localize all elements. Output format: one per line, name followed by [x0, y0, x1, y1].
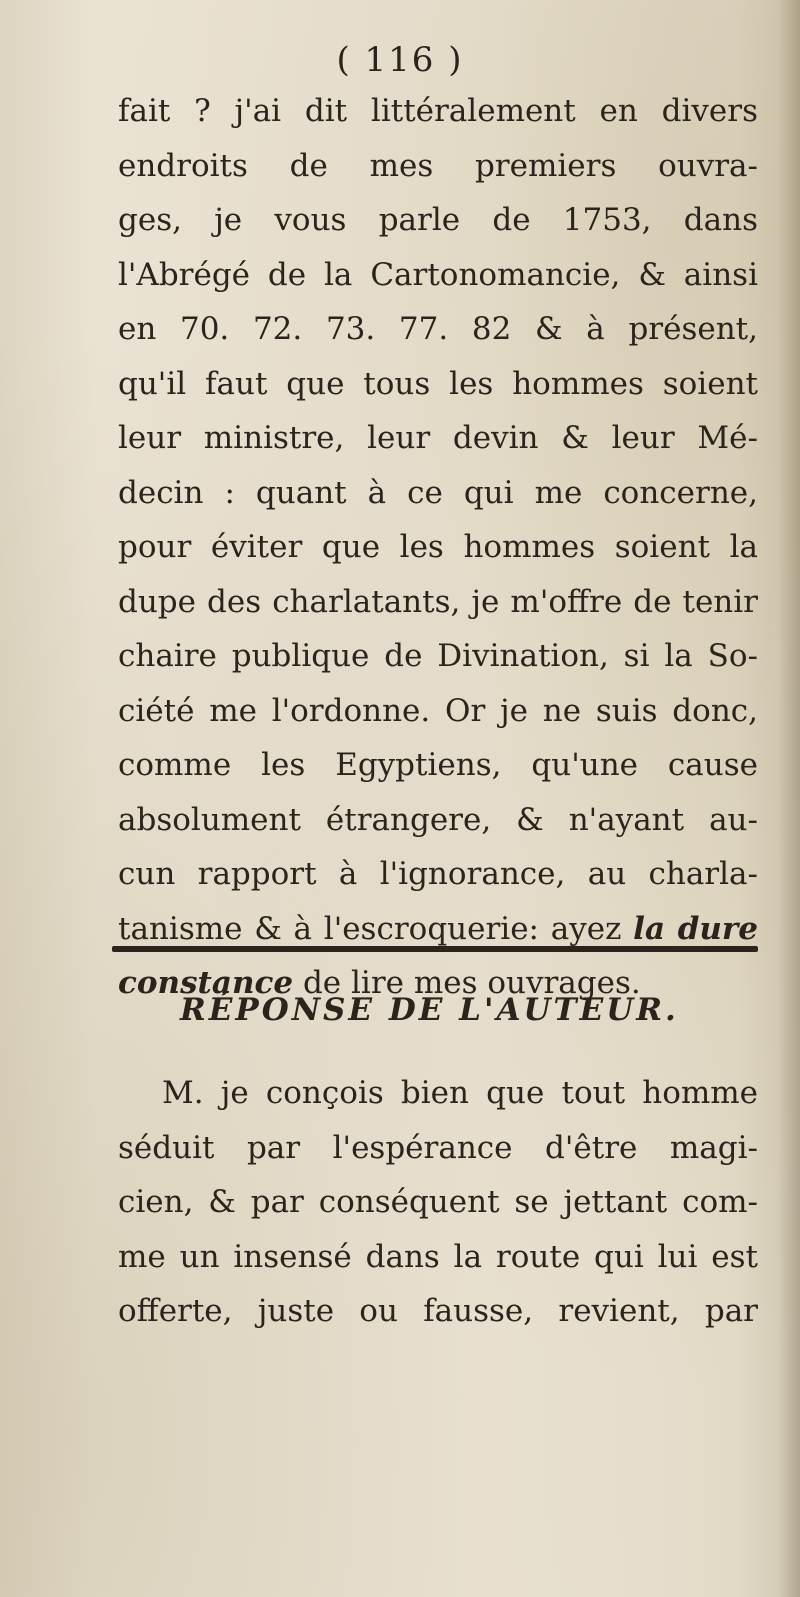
text-line: séduit par l'espérance d'être magi- — [118, 1129, 758, 1166]
text-line: l'Abrégé de la Cartonomancie, & ainsi — [118, 256, 758, 293]
text-line: ciété me l'ordonne. Or je ne suis donc, — [118, 692, 758, 729]
text-line: cun rapport à l'ignorance, au charla- — [118, 856, 758, 892]
text-line: leur ministre, leur devin & leur Mé- — [118, 420, 758, 456]
text-line: cien, & par conséquent se jettant com- — [118, 1184, 758, 1220]
text-line: fait ? j'ai dit littéralement en divers — [118, 93, 758, 129]
text-line: dupe des charlatants, je m'offre de tenir — [118, 583, 758, 620]
text-segment: tanisme & à l'escroquerie: ayez — [118, 910, 622, 947]
text-line: M. je conçois bien que tout homme — [162, 1075, 758, 1111]
text-line: decin : quant à ce qui me concerne, — [118, 474, 758, 511]
text-line: me un insensé dans la route qui lui est — [118, 1238, 758, 1275]
text-line: en 70. 72. 73. 77. 82 & à présent, — [118, 311, 758, 347]
emphasis-text: constance — [118, 965, 294, 1001]
paragraph-1 — [118, 84, 758, 1011]
page-number: ( 116 ) — [336, 40, 464, 80]
page-spine-shadow — [778, 0, 800, 1597]
text-segment: de lire mes ouvrages. — [302, 965, 641, 1001]
text-line: comme les Egyptiens, qu'une cause — [118, 747, 758, 783]
emphasis-text: la dure — [633, 910, 758, 947]
text-line: offerte, juste ou fausse, revient, par — [118, 1293, 758, 1329]
section-divider — [112, 946, 758, 952]
text-line: pour éviter que les hommes soient la — [118, 529, 758, 565]
paragraph-2 — [118, 1066, 758, 1339]
text-line: absolument étrangere, & n'ayant au- — [118, 801, 758, 838]
text-line: endroits de mes premiers ouvra- — [118, 147, 758, 184]
text-line: qu'il faut que tous les hommes soient — [118, 365, 758, 402]
section-heading: RÉPONSE DE L'AUTEUR. — [180, 992, 679, 1028]
text-line: chaire publique de Divination, si la So- — [118, 638, 758, 674]
text-line: ges, je vous parle de 1753, dans — [118, 202, 758, 238]
